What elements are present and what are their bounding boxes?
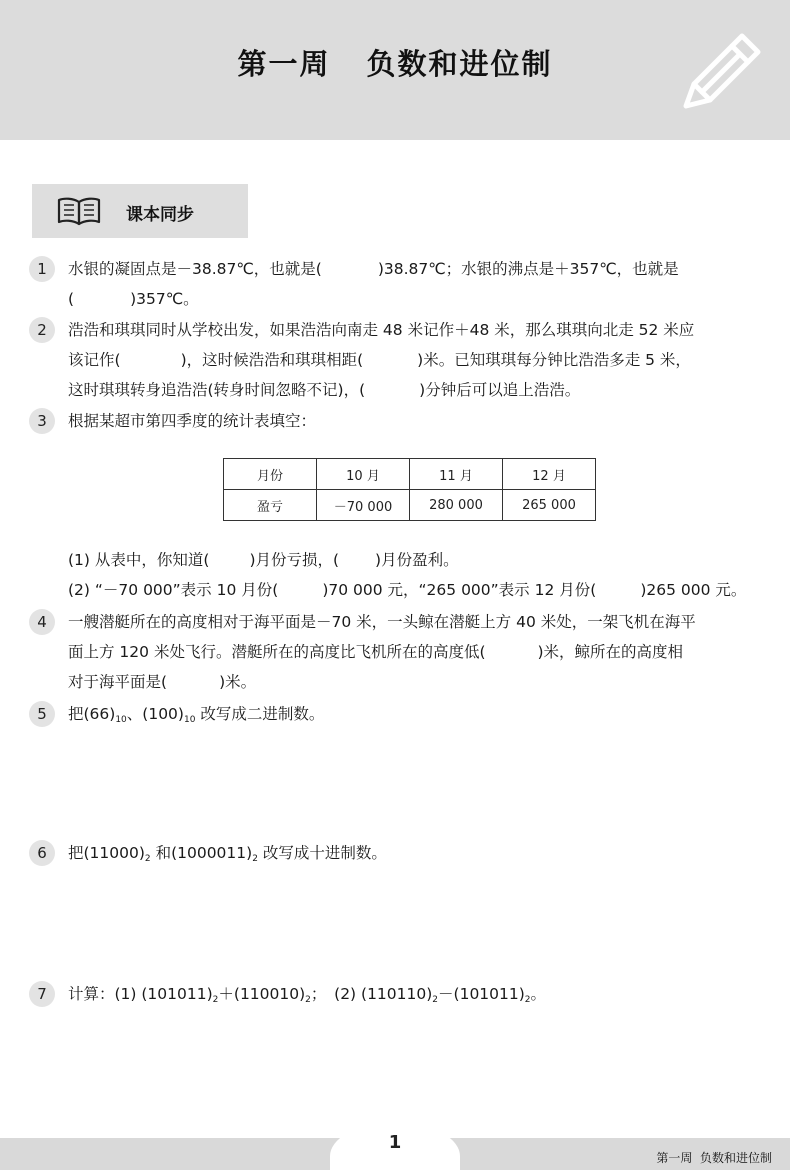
- question-4-line-2: 面上方 120 米处飞行。潜艇所在的高度比飞机所在的高度低( )米，鲸所在的高度相: [68, 643, 684, 661]
- table-row: [224, 459, 596, 490]
- question-3-line-1: 根据某超市第四季度的统计表填空：: [68, 412, 317, 430]
- question-3-sub-1: (1) 从表中，你知道( )月份亏损，( )月份盈利。: [68, 551, 459, 569]
- question-number: 7: [29, 981, 55, 1007]
- question-4-line-3: 对于海平面是( )米。: [68, 673, 257, 691]
- question-1-line-1: 水银的凝固点是－38.87℃，也就是( )38.87℃；水银的沸点是＋357℃，也就是: [68, 260, 679, 278]
- table-cell: －70 000: [317, 490, 410, 521]
- chapter-title: 负数和进位制: [366, 47, 553, 81]
- table-cell: 265 000: [503, 490, 596, 521]
- question-2-line-1: 浩浩和琪琪同时从学校出发，如果浩浩向南走 48 米记作＋48 米，那么琪琪向北走 52 米应: [68, 321, 695, 339]
- question-1-line-2: ( )357℃。: [68, 290, 199, 308]
- table-header-cell: 12 月: [503, 459, 596, 490]
- page-number: 1: [388, 1132, 402, 1153]
- table-header-cell: 11 月: [410, 459, 503, 490]
- footer-caption: 第一周 负数和进位制: [656, 1151, 772, 1165]
- question-number: 3: [29, 408, 55, 434]
- table-header-cell: 10 月: [317, 459, 410, 490]
- question-number: 1: [29, 256, 55, 282]
- question-3-sub-2: (2) “－70 000”表示 10 月份( )70 000 元，“265 000”表示 12 月份( )265 000 元。: [68, 581, 747, 599]
- question-number: 5: [29, 701, 55, 727]
- question-5-text: 把$(66)_{10}$、$(100)_{10}$ 改写成二进制数。: [68, 705, 325, 725]
- question-6-text: 把$(11000)_2$ 和$(1000011)_2$ 改写成十进制数。: [68, 844, 387, 864]
- question-number: 4: [29, 609, 55, 635]
- statistics-table: [223, 458, 596, 521]
- question-4-line-1: 一艘潜艇所在的高度相对于海平面是－70 米，一头鲸在潜艇上方 40 米处，一架飞机在海平: [68, 613, 696, 631]
- page-header: [0, 0, 790, 140]
- week-label: 第一周: [237, 47, 331, 81]
- table-header-cell: 月份: [224, 459, 317, 490]
- table-cell: 盈亏: [224, 490, 317, 521]
- question-number: 6: [29, 840, 55, 866]
- pencil-icon: [672, 22, 772, 112]
- table-cell: 280 000: [410, 490, 503, 521]
- question-2-line-3: 这时琪琪转身追浩浩(转身时间忽略不记)，( )分钟后可以追上浩浩。: [68, 381, 581, 399]
- question-2-line-2: 该记作( )，这时候浩浩和琪琪相距( )米。已知琪琪每分钟比浩浩多走 5 米，: [68, 351, 691, 369]
- question-7-text: 计算：(1) $(101011)_2+(110010)_2$； (2) $(110110)_2-(101011)_2$。: [68, 985, 547, 1005]
- section-tab: [32, 184, 248, 238]
- section-label: 课本同步: [126, 205, 194, 225]
- table-row: [224, 490, 596, 521]
- question-number: 2: [29, 317, 55, 343]
- book-icon: [56, 196, 102, 226]
